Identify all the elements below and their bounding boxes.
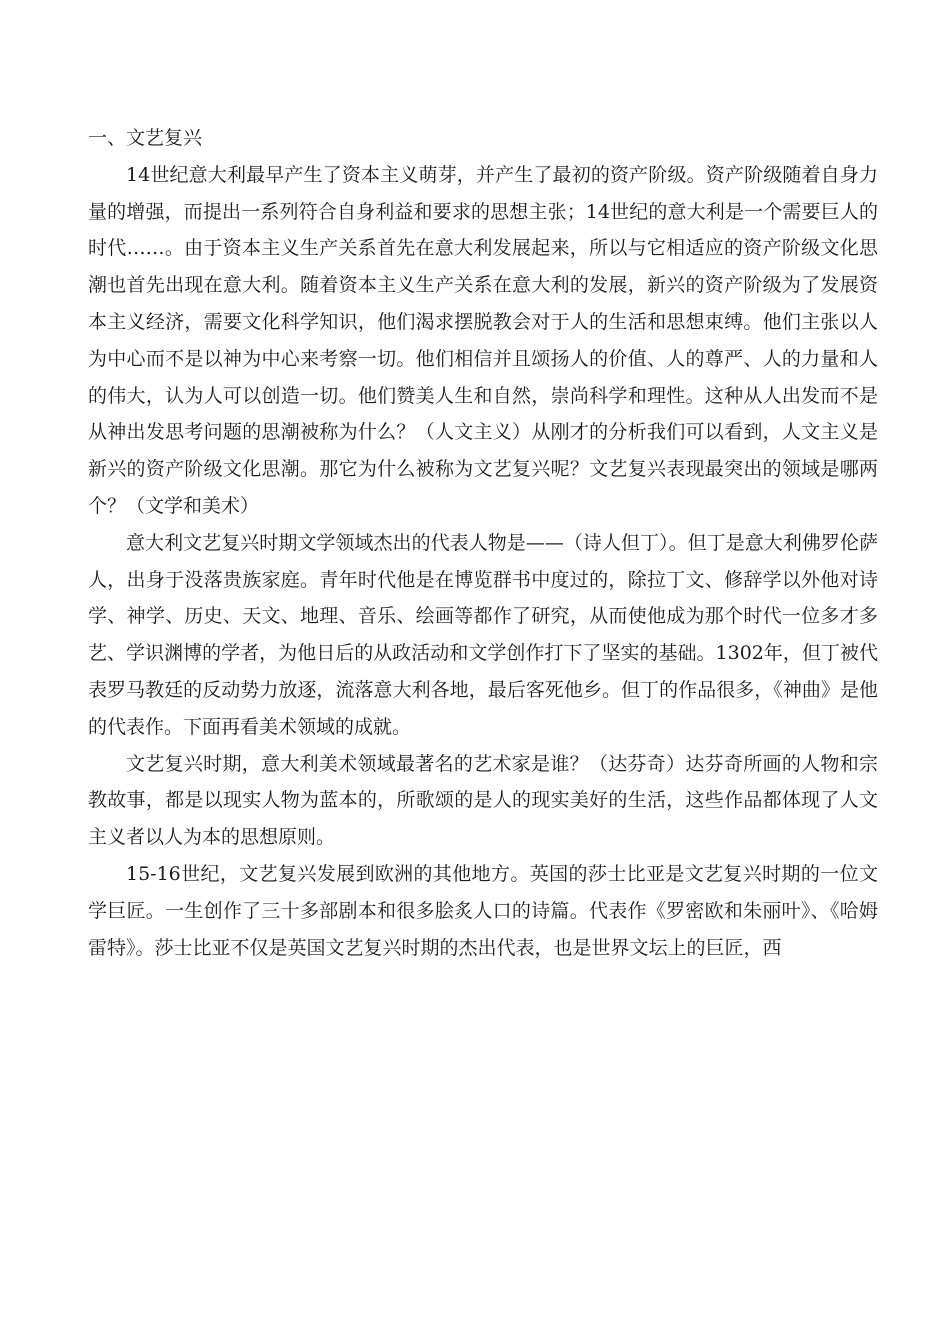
document-body: [88, 120, 878, 966]
paragraph-humanism: 14世纪意大利最早产生了资本主义萌芽，并产生了最初的资产阶级。资产阶级随着自身力量的增强，而提出一系列符合自身利益和要求的思想主张；14世纪的意大利是一个需要巨人的时代……。由于资本主义生产关系首先在意大利发展起来，所以与它相适应的资产阶级文化思潮也首先出现在意大利。随着资本主义生产关系在意大利的发展，新兴的资产阶级为了发展资本主义经济，需要文化科学知识，他们渴求摆脱教会对于人的生活和思想束缚。他们主张以人为中心而不是以神为中心来考察一切。他们相信并且颂扬人的价值、人的尊严、人的力量和人的伟大，认为人可以创造一切。他们赞美人生和自然，崇尚科学和理性。这种从人出发而不是从神出发思考问题的思潮被称为什么？（人文主义）从刚才的分析我们可以看到，人文主义是新兴的资产阶级文化思潮。那它为什么被称为文艺复兴呢？文艺复兴表现最突出的领域是哪两个？（文学和美术）: [88, 163, 878, 517]
paragraph-dante: 意大利文艺复兴时期文学领域杰出的代表人物是——（诗人但丁）。但丁是意大利佛罗伦萨人，出身于没落贵族家庭。青年时代他是在博览群书中度过的，除拉丁文、修辞学以外他对诗学、神学、历史、天文、地理、音乐、绘画等都作了研究，从而使他成为那个时代一位多才多艺、学识渊博的学者，为他日后的从政活动和文学创作打下了坚实的基础。1302年，但丁被代表罗马教廷的反动势力放逐，流落意大利各地，最后客死他乡。但丁的作品很多，《神曲》是他的代表作。下面再看美术领域的成就。: [88, 531, 878, 738]
paragraph-shakespeare: 15-16世纪，文艺复兴发展到欧洲的其他地方。英国的莎士比亚是文艺复兴时期的一位文学巨匠。一生创作了三十多部剧本和很多脍炙人口的诗篇。代表作《罗密欧和朱丽叶》、《哈姆雷特》。莎士比亚不仅是英国文艺复兴时期的杰出代表，也是世界文坛上的巨匠，西: [88, 862, 878, 959]
section-heading: 一、文艺复兴: [88, 127, 203, 149]
paragraph-da-vinci: 文艺复兴时期，意大利美术领域最著名的艺术家是谁？（达芬奇）达芬奇所画的人物和宗教故事，都是以现实人物为蓝本的，所歌颂的是人的现实美好的生活，这些作品都体现了人文主义者以人为本的思想原则。: [88, 752, 878, 849]
